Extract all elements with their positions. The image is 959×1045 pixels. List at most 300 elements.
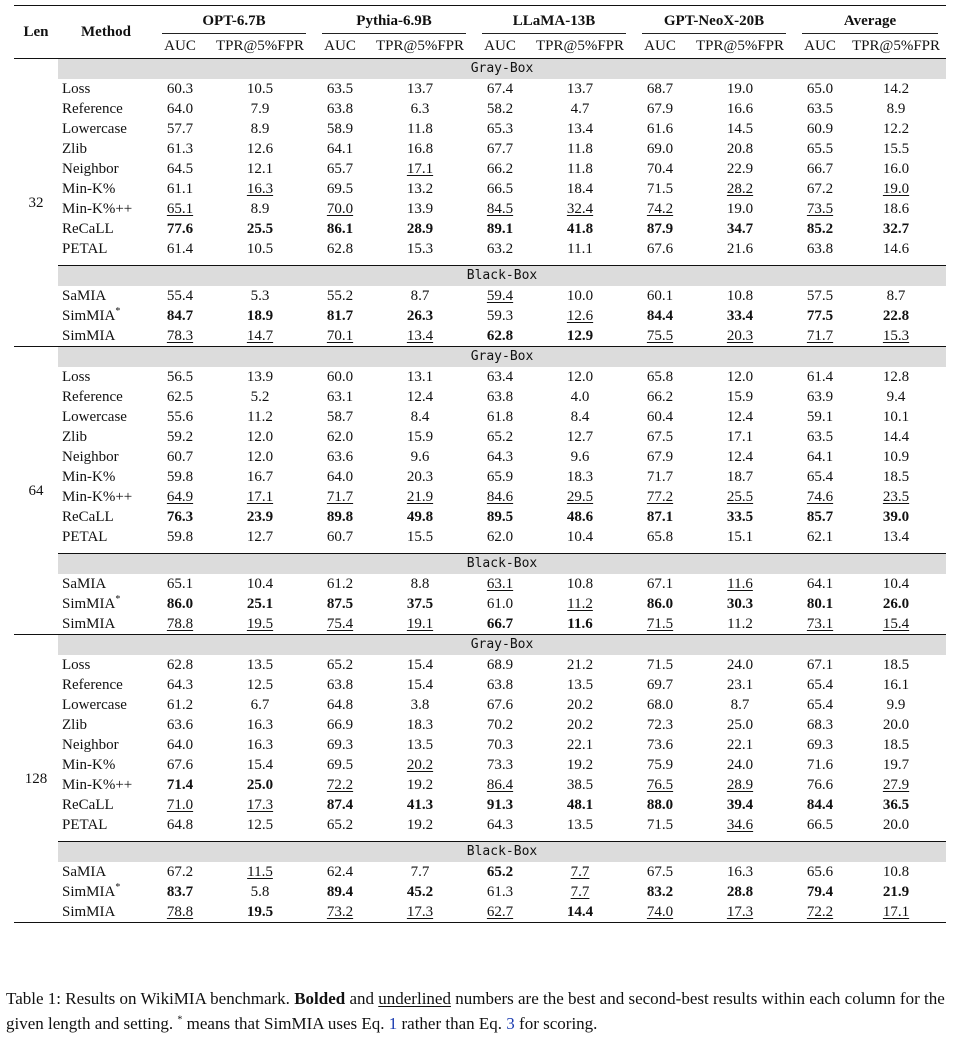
value: 13.4 [882,529,910,545]
value: 12.5 [246,817,274,833]
auc-cell [314,715,366,735]
value: 20.2 [566,697,594,713]
auc-cell [634,614,686,635]
tpr-cell [366,755,474,775]
value: 12.0 [246,449,274,465]
value: 13.1 [406,369,434,385]
tpr-cell [686,99,794,119]
value: 27.9 [882,777,910,793]
value: 76.6 [806,777,834,793]
tpr-cell [366,239,474,259]
value: 19.1 [406,616,434,632]
value: 58.2 [486,101,514,117]
method-name: SimMIA [62,904,116,920]
auc-cell [634,159,686,179]
value: 86.0 [646,596,674,612]
auc-cell [474,367,526,387]
value: 39.4 [726,797,754,813]
tpr-cell [366,139,474,159]
value: 85.7 [806,509,834,525]
value: 58.7 [326,409,354,425]
tpr-cell [206,735,314,755]
tpr-cell [686,755,794,775]
value: 62.7 [486,904,514,920]
value: 64.9 [166,489,194,505]
value: 18.5 [882,469,910,485]
value: 11.2 [247,409,273,425]
value: 65.4 [806,677,834,693]
value: 10.1 [882,409,910,425]
tpr-cell [526,467,634,487]
value: 20.0 [882,817,910,833]
tpr-cell [366,306,474,326]
auc-cell [154,902,206,923]
value: 17.3 [726,904,754,920]
method-header: Method [58,6,154,59]
method-name: Loss [62,657,91,673]
tpr-cell [686,655,794,675]
value: 60.0 [326,369,354,385]
results-table-container [14,5,946,923]
value: 48.6 [566,509,594,525]
value: 24.0 [726,657,754,673]
method-cell [58,447,154,467]
auc-cell [474,219,526,239]
value: 12.2 [882,121,910,137]
method-cell [58,755,154,775]
table-row [14,286,946,306]
value: 65.0 [806,81,834,97]
value: 70.2 [486,717,514,733]
tpr-cell [686,594,794,614]
method-cell [58,574,154,594]
tpr-cell [206,775,314,795]
tpr-cell [366,487,474,507]
setting-row [14,59,946,80]
auc-cell [634,735,686,755]
value: 15.9 [406,429,434,445]
auc-cell [634,427,686,447]
method-cell [58,139,154,159]
value: 65.2 [326,657,354,673]
value: 12.6 [566,308,594,324]
auc-cell [154,286,206,306]
tpr-cell [686,775,794,795]
value: 14.6 [882,241,910,257]
value: 67.6 [166,757,194,773]
auc-cell [314,795,366,815]
auc-cell [794,902,846,923]
value: 68.0 [646,697,674,713]
table-row [14,675,946,695]
auc-cell [794,199,846,219]
auc-cell [474,99,526,119]
value: 79.4 [806,884,834,900]
tpr-cell [846,159,946,179]
auc-cell [634,574,686,594]
method-cell [58,179,154,199]
value: 89.8 [326,509,354,525]
value: 73.1 [806,616,834,632]
tpr-cell [686,487,794,507]
auc-cell [794,326,846,347]
tpr-cell [526,574,634,594]
auc-cell [314,119,366,139]
value: 66.7 [486,616,514,632]
setting-row [14,266,946,287]
tpr-cell [686,507,794,527]
value: 12.6 [246,141,274,157]
caption-star: * [177,1014,183,1026]
table-row [14,447,946,467]
tpr-cell [846,407,946,427]
tpr-cell [366,795,474,815]
tpr-cell [846,695,946,715]
value: 71.7 [646,469,674,485]
auc-cell [314,286,366,306]
value: 28.9 [406,221,434,237]
auc-cell [154,815,206,835]
value: 62.1 [806,529,834,545]
auc-cell [154,387,206,407]
auc-cell [634,239,686,259]
tpr-cell [206,99,314,119]
length-cell: 32 [14,59,58,347]
value: 69.3 [806,737,834,753]
value: 16.3 [246,737,274,753]
auc-cell [794,675,846,695]
setting-row [14,842,946,863]
value: 70.3 [486,737,514,753]
table-row [14,507,946,527]
auc-cell [634,447,686,467]
auc-cell [474,239,526,259]
value: 18.3 [406,717,434,733]
value: 62.5 [166,389,194,405]
value: 16.3 [246,717,274,733]
auc-cell [154,427,206,447]
tpr-cell [206,326,314,347]
tpr-cell [686,367,794,387]
auc-cell [314,815,366,835]
value: 61.0 [486,596,514,612]
length-cell: 64 [14,347,58,635]
tpr-cell [206,574,314,594]
value: 66.2 [646,389,674,405]
value: 63.8 [486,677,514,693]
method-cell [58,902,154,923]
tpr-cell [526,614,634,635]
value: 71.4 [166,777,194,793]
auc-cell [314,306,366,326]
tpr-cell [526,795,634,815]
value: 59.8 [166,469,194,485]
auc-cell [474,387,526,407]
auc-cell [634,507,686,527]
tpr-cell [846,79,946,99]
value: 22.1 [566,737,594,753]
method-cell [58,467,154,487]
tpr-cell [686,387,794,407]
tpr-cell [206,467,314,487]
caption-lead: Table 1: Results on WikiMIA benchmark. [6,989,295,1008]
method-cell [58,99,154,119]
method-cell [58,614,154,635]
value: 17.1 [406,161,434,177]
value: 71.0 [166,797,194,813]
table-row [14,467,946,487]
value: 13.5 [406,737,434,753]
value: 72.2 [326,777,354,793]
value: 16.1 [882,677,910,693]
equation-link-1[interactable]: 1 [388,1014,398,1033]
value: 8.9 [250,121,270,137]
tpr-cell [366,574,474,594]
tpr-cell [366,902,474,923]
method-name: PETAL [62,529,108,545]
value: 70.0 [326,201,354,217]
metric-header-auc: AUC [324,38,356,54]
tpr-cell [526,99,634,119]
tpr-cell [846,427,946,447]
auc-cell [154,79,206,99]
method-name: Min-K%++ [62,489,133,505]
value: 15.4 [406,677,434,693]
tpr-cell [366,326,474,347]
tpr-cell [686,79,794,99]
value: 67.6 [486,697,514,713]
table-row [14,159,946,179]
caption-text: and [345,989,379,1008]
value: 23.5 [882,489,910,505]
value: 4.0 [570,389,590,405]
method-name: SimMIA [62,328,116,344]
value: 84.7 [166,308,194,324]
method-name: Reference [62,677,123,693]
tpr-cell [526,119,634,139]
tpr-cell [686,715,794,735]
auc-cell [314,614,366,635]
method-name: Lowercase [62,697,127,713]
value: 16.8 [406,141,434,157]
value: 61.2 [166,697,194,713]
value: 64.1 [326,141,354,157]
auc-cell [634,715,686,735]
auc-cell [314,179,366,199]
value: 67.6 [646,241,674,257]
auc-cell [634,527,686,547]
value: 67.1 [646,576,674,592]
value: 61.1 [166,181,194,197]
auc-cell [474,902,526,923]
value: 84.4 [646,308,674,324]
model-header-label: Pythia-6.9B [322,11,466,34]
value: 78.8 [166,616,194,632]
value: 19.0 [726,81,754,97]
auc-cell [314,735,366,755]
value: 12.4 [406,389,434,405]
method-cell [58,286,154,306]
value: 9.9 [886,697,906,713]
tpr-cell [366,527,474,547]
value: 5.8 [250,884,270,900]
value: 86.4 [486,777,514,793]
auc-cell [154,755,206,775]
equation-link-3[interactable]: 3 [506,1014,515,1033]
auc-cell [314,755,366,775]
value: 33.5 [726,509,754,525]
auc-cell [314,139,366,159]
value: 10.4 [566,529,594,545]
tpr-cell [206,306,314,326]
auc-cell [474,775,526,795]
value: 74.2 [646,201,674,217]
tpr-cell [206,795,314,815]
table-row [14,862,946,882]
tpr-cell [846,735,946,755]
value: 63.5 [326,81,354,97]
value: 61.3 [166,141,194,157]
value: 63.6 [326,449,354,465]
auc-cell [794,735,846,755]
table-row [14,407,946,427]
value: 19.2 [566,757,594,773]
method-cell [58,882,154,902]
auc-cell [634,902,686,923]
value: 11.8 [407,121,433,137]
tpr-cell [686,179,794,199]
value: 87.1 [646,509,674,525]
auc-cell [634,594,686,614]
auc-cell [154,219,206,239]
tpr-cell [366,219,474,239]
tpr-cell [846,715,946,735]
table-row [14,574,946,594]
tpr-cell [846,239,946,259]
table-row [14,815,946,835]
table-row [14,715,946,735]
value: 25.5 [246,221,274,237]
method-name: PETAL [62,241,108,257]
value: 15.4 [882,616,910,632]
value: 5.2 [250,389,270,405]
table-row [14,775,946,795]
value: 12.0 [246,429,274,445]
method-cell [58,795,154,815]
value: 87.5 [326,596,354,612]
caption-text: rather than Eq. [397,1014,507,1033]
auc-cell [474,179,526,199]
value: 18.3 [566,469,594,485]
value: 38.5 [566,777,594,793]
value: 63.1 [486,576,514,592]
auc-cell [474,407,526,427]
tpr-cell [686,427,794,447]
value: 64.3 [486,817,514,833]
tpr-cell [526,179,634,199]
value: 10.4 [882,576,910,592]
table-row [14,119,946,139]
auc-cell [314,902,366,923]
value: 60.1 [646,288,674,304]
method-cell [58,367,154,387]
value: 13.9 [406,201,434,217]
tpr-cell [526,815,634,835]
value: 28.8 [726,884,754,900]
tpr-cell [526,159,634,179]
table-row [14,614,946,635]
method-cell [58,675,154,695]
value: 25.0 [726,717,754,733]
value: 59.4 [486,288,514,304]
value: 41.3 [406,797,434,813]
method-name: Lowercase [62,409,127,425]
auc-cell [634,99,686,119]
value: 10.8 [726,288,754,304]
auc-cell [314,407,366,427]
value: 8.4 [410,409,430,425]
method-name: Neighbor [62,449,119,465]
tpr-cell [526,695,634,715]
value: 84.6 [486,489,514,505]
value: 22.1 [726,737,754,753]
table-row [14,179,946,199]
value: 64.3 [486,449,514,465]
method-name: Lowercase [62,121,127,137]
method-name: Neighbor [62,161,119,177]
tpr-cell [846,199,946,219]
value: 88.0 [646,797,674,813]
value: 62.4 [326,864,354,880]
value: 80.1 [806,596,834,612]
auc-cell [634,695,686,715]
tpr-cell [686,199,794,219]
value: 18.4 [566,181,594,197]
tpr-cell [846,487,946,507]
value: 17.1 [726,429,754,445]
tpr-cell [526,306,634,326]
auc-cell [634,119,686,139]
tpr-cell [366,715,474,735]
tpr-cell [206,427,314,447]
value: 67.7 [486,141,514,157]
tpr-cell [206,159,314,179]
value: 67.5 [646,429,674,445]
tpr-cell [686,614,794,635]
tpr-cell [846,447,946,467]
metric-header-tpr: TPR@5%FPR [376,38,465,54]
auc-cell [794,239,846,259]
value: 11.6 [567,616,593,632]
value: 15.3 [406,241,434,257]
auc-cell [474,755,526,775]
value: 12.7 [566,429,594,445]
value: 8.7 [410,288,430,304]
model-header [314,6,474,37]
value: 20.8 [726,141,754,157]
value: 12.0 [726,369,754,385]
auc-cell [794,815,846,835]
value: 60.9 [806,121,834,137]
auc-cell [794,755,846,775]
metric-header-auc: AUC [484,38,516,54]
value: 13.5 [566,677,594,693]
tpr-cell [846,775,946,795]
auc-cell [794,159,846,179]
tpr-cell [526,199,634,219]
value: 28.9 [726,777,754,793]
table-row [14,306,946,326]
